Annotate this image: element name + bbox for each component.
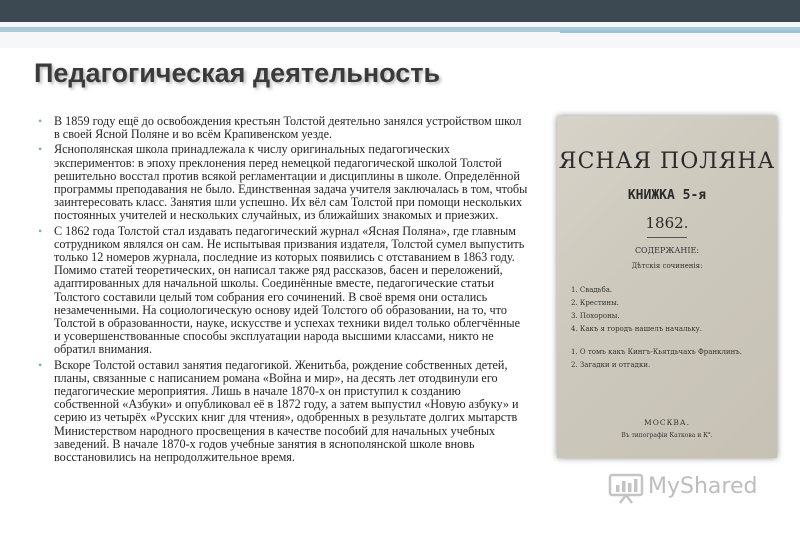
bullet-text: С 1862 года Толстой стал издавать педагогический журнал «Ясная Поляна», где главным сотрудником являлся он сам. Не испытывая призвания издателя, Толстой сумел выпустить только 12 номеров журнала, последние из которых появились с отставанием в 1863 году. Помимо статей теоретических, он написал также ряд рассказов, басен и переложений, адаптированных для начальной школы. Соединённые вместе, педагогические статьи Толстого составили целый том собрания его сочинений. В своё время они остались незамеченными. На социологическую основу идей Толстого об образовании, на то, что Толстой в образованности, науке, искусстве и успехах техники видел только облегчённые и усовершенствованные способы эксплуатации народа высшими классами, никто не обратил внимания. xyxy=(54,223,525,357)
book-contents-item: 4. Какъ я городъ нашелъ начальку. xyxy=(571,325,702,333)
book-contents-list xyxy=(571,284,767,372)
bullet-marker: • xyxy=(38,142,43,157)
bullet-marker: • xyxy=(38,223,43,238)
book-contents-item: 2. Загадки и отгадки. xyxy=(571,361,651,369)
book-contents-item: 2. Крестины. xyxy=(571,299,619,307)
book-year: 1862. xyxy=(645,214,689,232)
book-cover-image xyxy=(557,116,777,458)
slide-title: Педагогическая деятельность xyxy=(34,58,441,88)
book-contents-item: 1. О томъ какъ Кингъ-Кьятдьчахъ Франклинъ. xyxy=(571,348,742,356)
bullet-item xyxy=(36,225,528,357)
watermark xyxy=(608,472,788,506)
watermark-text: MyShared xyxy=(648,474,758,499)
book-contents-item: 3. Похороны. xyxy=(571,312,620,320)
book-issue: КНИЖКА 5-я xyxy=(627,188,707,203)
accent-line-short xyxy=(560,30,800,33)
bullet-item xyxy=(36,143,528,222)
bullet-item xyxy=(36,115,528,141)
bullet-text: В 1859 году ещё до освобождения крестьян Толстой деятельно занялся устройством школ в своей Ясной Поляне и во всём Крапивенском уезде. xyxy=(54,114,522,142)
book-subheading: Дѣтскія сочиненія: xyxy=(631,262,703,270)
top-strip xyxy=(0,22,800,48)
book-title: ЯСНАЯ ПОЛЯНА xyxy=(558,149,776,174)
book-publisher: Въ типографіи Каткова и К°. xyxy=(621,432,713,439)
bullet-marker: • xyxy=(38,114,43,128)
bullet-marker: • xyxy=(38,357,43,372)
bullet-text: Вскоре Толстой оставил занятия педагогикой. Женитьба, рождение собственных детей, планы, связанные с написанием романа «Война и мир», на десять лет отодвинули его педагогические мероприятия. Лишь в начале 1870-х он приступил к созданию собственной «Азбуки» и опубликовал её в 1872 году, а затем выпустил «Новую азбуку» и серию из четырёх «Русских книг для чтения», одобренных в результате долгих мытарств Министерством народного просвещения в качестве пособий для начальных учебных заведений. В начале 1870-х годов учебные занятия в яснополянской школе вновь восстановились на непродолжительное время. xyxy=(54,357,519,465)
bullet-text: Яснополянская школа принадлежала к числу оригинальных педагогических экспериментов: в эпоху преклонения перед немецкой педагогической школой Толстой решительно восстал против всякой регламентации и дисциплины в школе. Определённой программы преподавания не было. Единственная задача учителя заключалась в том, чтобы заинтересовать класс. Занятия шли успешно. Их вёл сам Толстой при помощи нескольких постоянных учителей и нескольких случайных, из ближайших знакомых и приезжих. xyxy=(54,142,528,223)
book-city: МОСКВА. xyxy=(644,418,690,427)
book-contents-item: 1. Свадьба. xyxy=(571,286,613,294)
top-bar xyxy=(0,0,800,22)
slide-body xyxy=(36,115,528,464)
book-contents-heading: СОДЕРЖАНІЕ: xyxy=(634,246,700,255)
book-divider xyxy=(647,237,687,238)
presentation-board-icon xyxy=(608,472,644,504)
bullet-item xyxy=(36,359,528,465)
